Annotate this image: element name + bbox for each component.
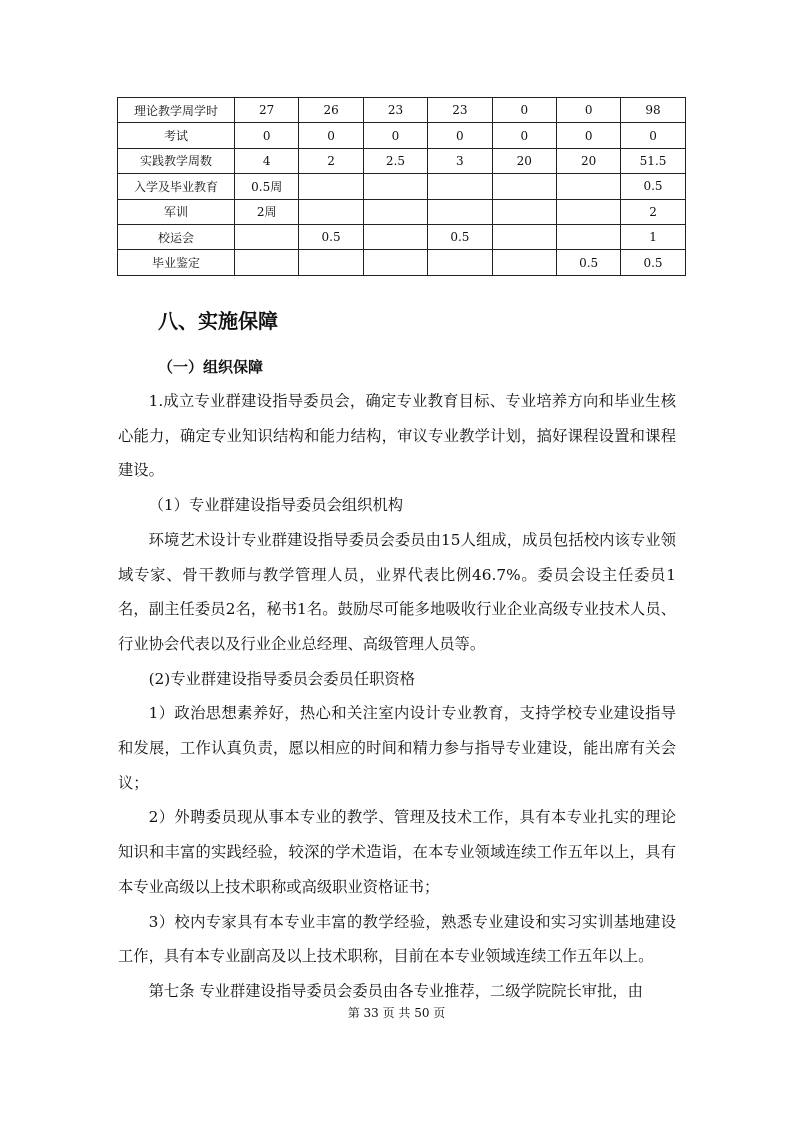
row-label-cell: 理论教学周学时 <box>118 98 235 123</box>
section-title: 八、实施保障 <box>158 309 278 333</box>
table-row <box>118 98 686 123</box>
row-label-cell: 实践教学周数 <box>118 148 235 173</box>
table-cell <box>556 199 620 224</box>
table-cell: 3 <box>428 148 492 173</box>
table-cell: 0.5 <box>621 174 685 199</box>
table-cell: 0 <box>556 98 620 123</box>
table-cell: 0.5周 <box>235 174 299 199</box>
body-text <box>118 384 676 1009</box>
table-cell: 0.5 <box>299 224 363 249</box>
table-cell: 0 <box>299 123 363 148</box>
table-cell: 23 <box>428 98 492 123</box>
row-label-cell: 军训 <box>118 199 235 224</box>
schedule-table-body <box>118 98 686 276</box>
row-label-cell: 入学及毕业教育 <box>118 174 235 199</box>
table-row <box>118 250 686 275</box>
table-cell <box>235 224 299 249</box>
table-cell <box>428 250 492 275</box>
row-label-cell: 校运会 <box>118 224 235 249</box>
table-cell: 27 <box>235 98 299 123</box>
table-cell: 51.5 <box>621 148 685 173</box>
table-cell <box>235 250 299 275</box>
table-cell: 2周 <box>235 199 299 224</box>
paragraph: 1.成立专业群建设指导委员会，确定专业教育目标、专业培养方向和毕业生核心能力，确定专业知识结构和能力结构，审议专业教学计划，搞好课程设置和课程建设。 <box>118 392 676 480</box>
row-label-cell: 考试 <box>118 123 235 148</box>
paragraph: 3）校内专家具有本专业丰富的教学经验，熟悉专业建设和实习实训基地建设工作，具有本专业副高及以上技术职称，目前在本专业领域连续工作五年以上。 <box>118 912 676 966</box>
table-cell <box>492 250 556 275</box>
table-cell <box>363 224 427 249</box>
table-row <box>118 174 686 199</box>
table-cell: 0 <box>363 123 427 148</box>
paragraph: 第七条 专业群建设指导委员会委员由各专业推荐，二级学院院长审批，由 <box>148 981 643 1000</box>
table-cell <box>299 199 363 224</box>
schedule-table <box>117 97 686 276</box>
table-cell: 0.5 <box>556 250 620 275</box>
table-cell <box>492 224 556 249</box>
table-row <box>118 224 686 249</box>
table-cell <box>492 174 556 199</box>
table-cell: 0 <box>492 123 556 148</box>
table-cell <box>556 174 620 199</box>
table-cell <box>428 199 492 224</box>
subsection-title: （一）组织保障 <box>158 358 264 376</box>
table-cell: 20 <box>556 148 620 173</box>
table-cell: 98 <box>621 98 685 123</box>
table-cell: 0.5 <box>428 224 492 249</box>
page-footer: 第 33 页 共 50 页 <box>347 1006 446 1020</box>
paragraph: 2）外聘委员现从事本专业的教学、管理及技术工作，具有本专业扎实的理论知识和丰富的实践经验，较深的学术造诣，在本专业领域连续工作五年以上，具有本专业高级以上技术职称或高级职业资格证书； <box>118 808 676 896</box>
table-row <box>118 148 686 173</box>
table-cell: 26 <box>299 98 363 123</box>
table-cell <box>556 224 620 249</box>
table-cell: 2 <box>621 199 685 224</box>
table-cell <box>492 199 556 224</box>
table-cell: 20 <box>492 148 556 173</box>
paragraph: 1）政治思想素养好，热心和关注室内设计专业教育，支持学校专业建设指导和发展，工作认真负责，愿以相应的时间和精力参与指导专业建设，能出席有关会议； <box>118 704 676 792</box>
table-cell <box>299 174 363 199</box>
table-cell: 0 <box>492 98 556 123</box>
table-cell: 1 <box>621 224 685 249</box>
paragraph: (2)专业群建设指导委员会委员任职资格 <box>148 669 416 688</box>
table-cell <box>299 250 363 275</box>
table-cell <box>428 174 492 199</box>
table-cell <box>363 174 427 199</box>
table-cell <box>363 199 427 224</box>
table-cell: 0 <box>556 123 620 148</box>
table-row <box>118 199 686 224</box>
row-label-cell: 毕业鉴定 <box>118 250 235 275</box>
table-row <box>118 123 686 148</box>
table-cell <box>363 250 427 275</box>
table-cell: 0 <box>621 123 685 148</box>
table-cell: 2.5 <box>363 148 427 173</box>
table-cell: 0 <box>235 123 299 148</box>
paragraph: （1）专业群建设指导委员会组织机构 <box>148 496 404 515</box>
paragraph: 环境艺术设计专业群建设指导委员会委员由15人组成，成员包括校内该专业领域专家、骨干教师与教学管理人员，业界代表比例46.7%。委员会设主任委员1名，副主任委员2名，秘书1名。鼓励尽可能多地吸收行业企业高级专业技术人员、行业协会代表以及行业企业总经理、高级管理人员等。 <box>118 530 676 653</box>
table-cell: 2 <box>299 148 363 173</box>
table-cell: 4 <box>235 148 299 173</box>
table-cell: 0.5 <box>621 250 685 275</box>
table-cell: 0 <box>428 123 492 148</box>
table-cell: 23 <box>363 98 427 123</box>
